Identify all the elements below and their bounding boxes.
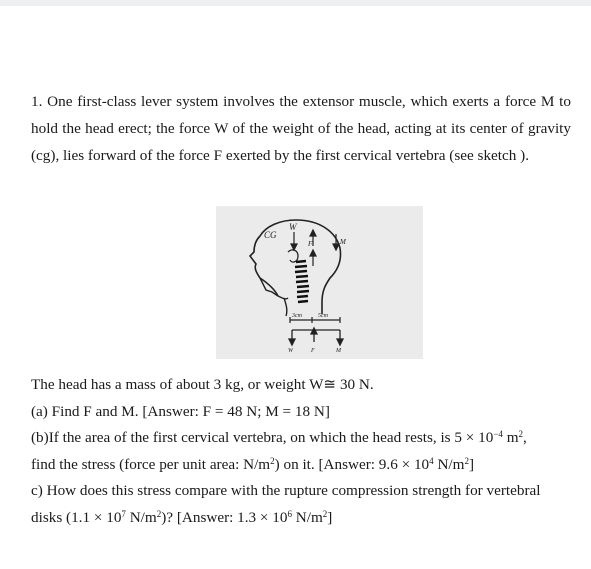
neck-line [284,298,287,316]
question-c-line1: c) How does this stress compare with the rupture compression strength for vertebral [31,482,541,499]
label-f-bottom: F [311,348,315,354]
question-a: (a) Find F and M. [Answer: F = 48 N; M = 18 N] [31,402,330,420]
top-band [0,0,591,6]
label-f-top: F [308,240,313,248]
problem-text: 1. One first-class lever system involves the extensor muscle, which exerts a force M to hold the head erect; the force W of the weight of the head, acting at its center of gravity (cg), lies forward of the force F exerted by the first cervical vertebra (see sketch ). [31,93,571,164]
label-w-bottom: W [288,348,293,354]
question-c-line2: disks ($1.1 \times 10^7$ $N/m^2$)? [Answer: $1.3 \times 10^6$ $N/m^2$] [31,508,333,526]
force-diagram-bottom [289,328,343,345]
ear-outline [288,250,298,262]
question-b-line2: find the stress (force per unit area: $N/m^2$) on it. [Answer: $9.6 \times 10^4$ $N/m^2$] [31,455,475,473]
label-dist-3cm: 3cm [292,313,302,319]
label-m-top: M [340,238,346,246]
label-m-bottom: M [336,348,341,354]
spine-vertebrae [295,261,309,302]
label-w-top: W [289,222,297,232]
label-cg: CG [264,230,277,240]
question-intro: The head has a mass of about 3 kg, or weight W≅ 30 N. [31,376,374,393]
head-sketch [216,206,423,359]
problem-statement [31,88,571,169]
questions-block [31,372,571,531]
question-b-line1: (b)If the area of the first cervical vertebra, on which the head rests, is $5 \times 10^{-4}$ $m^2$, [31,429,527,446]
label-dist-5cm: 5cm [318,313,328,319]
head-lever-figure [216,206,423,359]
